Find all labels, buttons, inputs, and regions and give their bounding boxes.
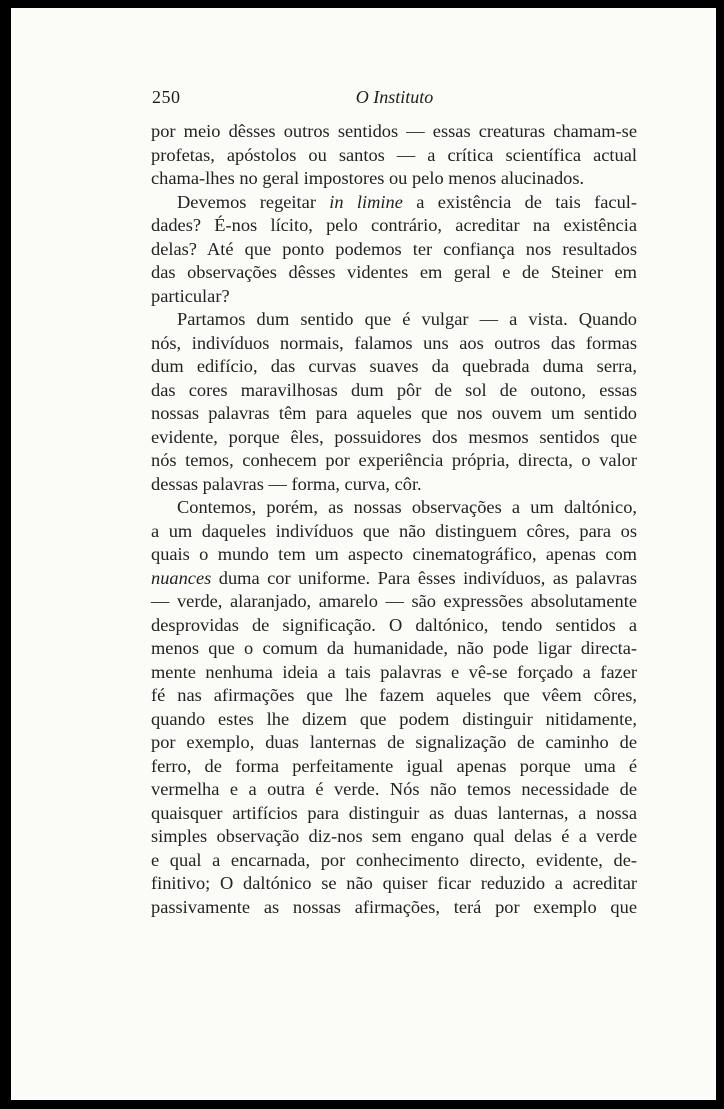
text-run: menos que o comum da humanidade, não pode ligar directa- — [151, 638, 637, 658]
text-line — [151, 238, 637, 262]
text-line — [151, 355, 637, 379]
text-run: quaisquer artifícios para distinguir as duas lanternas, a nossa — [151, 802, 637, 823]
text-run: por meio dêsses outros sentidos — essas creaturas chamam-se — [151, 121, 637, 141]
text-line — [151, 520, 637, 544]
text-line — [151, 144, 637, 168]
text-run: por exemplo, duas lanternas de signalização de caminho de — [151, 732, 637, 752]
text-line — [151, 261, 637, 285]
running-title: O Instituto — [355, 87, 434, 107]
text-line — [151, 496, 637, 520]
text-run: finitivo; O daltónico se não quiser ficar reduzido a acreditar — [151, 873, 637, 893]
text-line — [151, 543, 637, 567]
book-page — [11, 8, 716, 1100]
text-run: quando estes lhe dizem que podem distinguir nitidamente, — [151, 708, 637, 729]
text-run: nós, indivíduos normais, falamos uns aos outros das formas — [151, 332, 637, 353]
text-line — [151, 167, 637, 191]
text-run: passivamente as nossas afirmações, terá por exemplo que — [151, 896, 637, 917]
italic-phrase: nuances — [151, 567, 212, 588]
text-run: nossas palavras têm para aqueles que nos ouvem um sentido — [151, 403, 637, 423]
text-line — [151, 590, 637, 614]
text-line — [151, 755, 637, 779]
page-number: 250 — [152, 87, 181, 107]
text-line — [151, 191, 637, 215]
text-line — [151, 825, 637, 849]
text-run: evidente, porque êles, possuidores dos mesmos sentidos que — [151, 426, 637, 447]
text-line — [151, 896, 637, 920]
text-line — [151, 872, 637, 896]
text-run: dades? É-nos lícito, pelo contrário, acreditar na existência — [151, 215, 637, 235]
text-run: simples observação diz-nos sem engano qual delas é a verde — [151, 826, 637, 846]
text-line — [151, 308, 637, 332]
text-line — [151, 849, 637, 873]
text-run: — verde, alaranjado, amarelo — são expressões absolutamente — [151, 591, 637, 611]
text-run: desprovidas de significação. O daltónico, tendo sentidos a — [151, 614, 637, 635]
text-run: chama-lhes no geral impostores ou pelo menos alucinados. — [151, 168, 585, 188]
text-run: Partamos dum sentido que é vulgar — a vista. Quando — [177, 309, 637, 329]
text-run: a existência de tais facul- — [402, 191, 638, 212]
text-run: Contemos, porém, as nossas observações a um daltónico, — [177, 497, 637, 517]
text-line — [151, 120, 637, 144]
text-line — [151, 332, 637, 356]
text-line — [151, 426, 637, 450]
text-run: dum edifício, das curvas suaves da quebrada duma serra, — [151, 356, 637, 376]
text-run: profetas, apóstolos ou santos — a crítica scientífica actual — [151, 144, 637, 165]
text-line — [151, 285, 637, 309]
text-run: vermelha e a outra é verde. Nós não temos necessidade de — [151, 779, 637, 799]
text-line — [151, 708, 637, 732]
text-line — [151, 684, 637, 708]
text-line — [151, 637, 637, 661]
text-run: a um daqueles indivíduos que não distinguem côres, para os — [151, 520, 637, 541]
text-run: particular? — [151, 285, 230, 306]
text-run: Devemos regeitar — [177, 191, 330, 212]
italic-phrase: in limine — [329, 191, 403, 212]
text-run: nós temos, conhecem por experiência própria, directa, o valor — [151, 450, 637, 470]
text-run: quais o mundo tem um aspecto cinematográfico, apenas com — [151, 544, 637, 564]
text-line — [151, 778, 637, 802]
text-line — [151, 731, 637, 755]
text-run: e qual a encarnada, por conhecimento directo, evidente, de- — [151, 849, 637, 870]
text-line — [151, 402, 637, 426]
text-run: ferro, de forma perfeitamente igual apenas porque uma é — [151, 755, 637, 776]
text-run: duma cor uniforme. Para êsses indivíduos, as palavras — [211, 567, 637, 588]
text-line — [151, 614, 637, 638]
text-run: fé nas afirmações que lhe fazem aqueles que vêem côres, — [151, 685, 637, 705]
running-header — [152, 87, 637, 115]
text-line — [151, 449, 637, 473]
text-line — [151, 661, 637, 685]
text-line — [151, 473, 637, 497]
text-run: mente nenhuma ideia a tais palavras e vê-se forçado a fazer — [151, 661, 637, 682]
body-text — [151, 120, 637, 919]
text-run: das observações dêsses videntes em geral e de Steiner em — [151, 262, 637, 282]
text-line — [151, 379, 637, 403]
text-run: dessas palavras — forma, curva, côr. — [151, 473, 422, 494]
text-line — [151, 802, 637, 826]
text-run: delas? Até que ponto podemos ter confiança nos resultados — [151, 238, 637, 259]
text-run: das cores maravilhosas dum pôr de sol de outono, essas — [151, 379, 637, 400]
text-line — [151, 214, 637, 238]
text-line — [151, 567, 637, 591]
